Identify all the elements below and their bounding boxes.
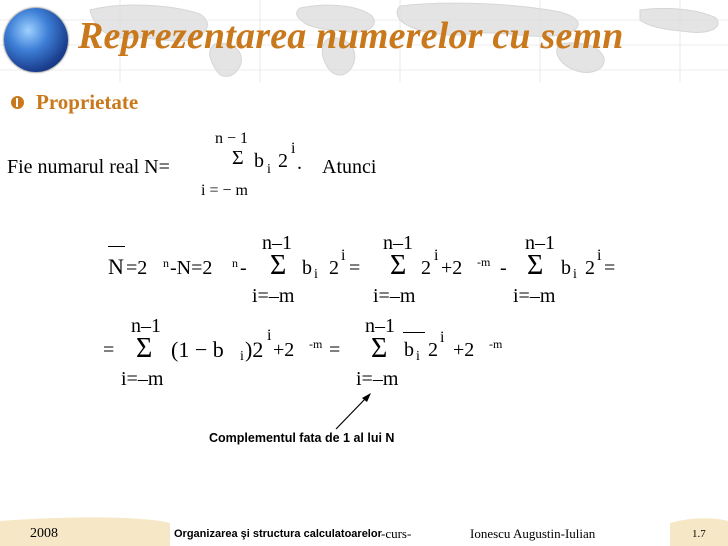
eq1-two3-exp: i xyxy=(597,247,602,264)
eq1-part1: =2 xyxy=(126,257,148,279)
footer-course-suffix: -curs- xyxy=(381,526,412,541)
eq1-exp-m: -m xyxy=(477,255,491,269)
section-subtitle: Proprietate xyxy=(36,90,139,114)
eq1-two2: 2 xyxy=(421,257,431,279)
eq1-part2: -N=2 xyxy=(170,257,213,279)
intro-sum-lower: i = − m xyxy=(201,182,248,199)
eq2-sigma1: Σ xyxy=(136,333,153,364)
eq1-b3: b xyxy=(561,257,571,279)
eq1-eq: = xyxy=(349,257,361,279)
eq2-bbar-sub: i xyxy=(416,349,420,364)
eq2-exp-m: -m xyxy=(309,337,323,351)
intro-atunci: Atunci xyxy=(322,156,377,178)
eq1-sigma2: Σ xyxy=(390,250,407,281)
eq1-sum2-upper: n–1 xyxy=(383,232,413,254)
eq2-eq-start: = xyxy=(103,339,115,361)
eq1-eq-end: = xyxy=(604,257,616,279)
eq1-two1-exp: i xyxy=(341,247,346,264)
eq1-b1-sub: i xyxy=(314,267,318,282)
eq2-exp-m2: -m xyxy=(489,337,503,351)
eq2-sum1-lower: i=–m xyxy=(121,368,164,390)
eq2-paren: (1 − b xyxy=(171,337,224,362)
footer-course: Organizarea şi structura calculatoarelor xyxy=(174,528,382,540)
eq2-two-exp: i xyxy=(440,329,445,346)
eq1-two3: 2 xyxy=(585,257,595,279)
eq2-plus: +2 xyxy=(273,339,295,361)
callout-text: Complementul fata de 1 al lui N xyxy=(209,431,395,445)
eq2-plus2: +2 xyxy=(453,339,475,361)
eq2-bbar: b xyxy=(404,339,414,361)
eq1-sigma3: Σ xyxy=(527,250,544,281)
eq1-sum3-upper: n–1 xyxy=(525,232,555,254)
eq2-sum2-upper: n–1 xyxy=(365,315,395,337)
intro-sum-upper: n − 1 xyxy=(215,130,249,147)
eq1-exp-n2: n xyxy=(232,256,238,270)
eq1-two2-exp: i xyxy=(434,247,439,264)
eq2-paren-sub: i xyxy=(240,349,244,364)
eq2-eq-mid: = xyxy=(329,339,341,361)
eq1-sigma1: Σ xyxy=(270,250,287,281)
eq1-two1: 2 xyxy=(329,257,339,279)
eq2-close: )2 xyxy=(245,337,264,362)
eq1-lhs-nbar: N xyxy=(108,254,124,279)
eq1-b3-sub: i xyxy=(573,267,577,282)
eq2-sum2-lower: i=–m xyxy=(356,368,399,390)
eq1-minus2: - xyxy=(500,257,507,279)
eq1-sum1-upper: n–1 xyxy=(262,232,292,254)
intro-text: Fie numarul real N= xyxy=(7,156,170,178)
eq1-minus1: - xyxy=(240,257,247,279)
intro-term-sub-i: i xyxy=(267,162,271,177)
eq2-sigma2: Σ xyxy=(371,333,388,364)
eq1-exp-n1: n xyxy=(163,256,169,270)
eq2-sum1-upper: n–1 xyxy=(131,315,161,337)
eq2-two: 2 xyxy=(428,339,438,361)
intro-term-exp-i: i xyxy=(291,140,296,157)
eq1-sum2-lower: i=–m xyxy=(373,285,416,307)
footer-page-number: 1.7 xyxy=(692,528,706,540)
eq1-b1: b xyxy=(302,257,312,279)
footer-author: Ionescu Augustin-Iulian xyxy=(470,526,596,541)
eq1-sum1-lower: i=–m xyxy=(252,285,295,307)
intro-sigma: Σ xyxy=(232,147,244,169)
page-title: Reprezentarea numerelor cu semn xyxy=(78,15,624,57)
eq1-plus2: +2 xyxy=(441,257,463,279)
eq2-close-exp: i xyxy=(267,327,272,344)
intro-term-b: b xyxy=(254,150,264,172)
footer-year: 2008 xyxy=(30,526,58,541)
eq1-sum3-lower: i=–m xyxy=(513,285,556,307)
intro-term-two: 2 xyxy=(278,150,288,172)
intro-period: . xyxy=(297,152,302,174)
